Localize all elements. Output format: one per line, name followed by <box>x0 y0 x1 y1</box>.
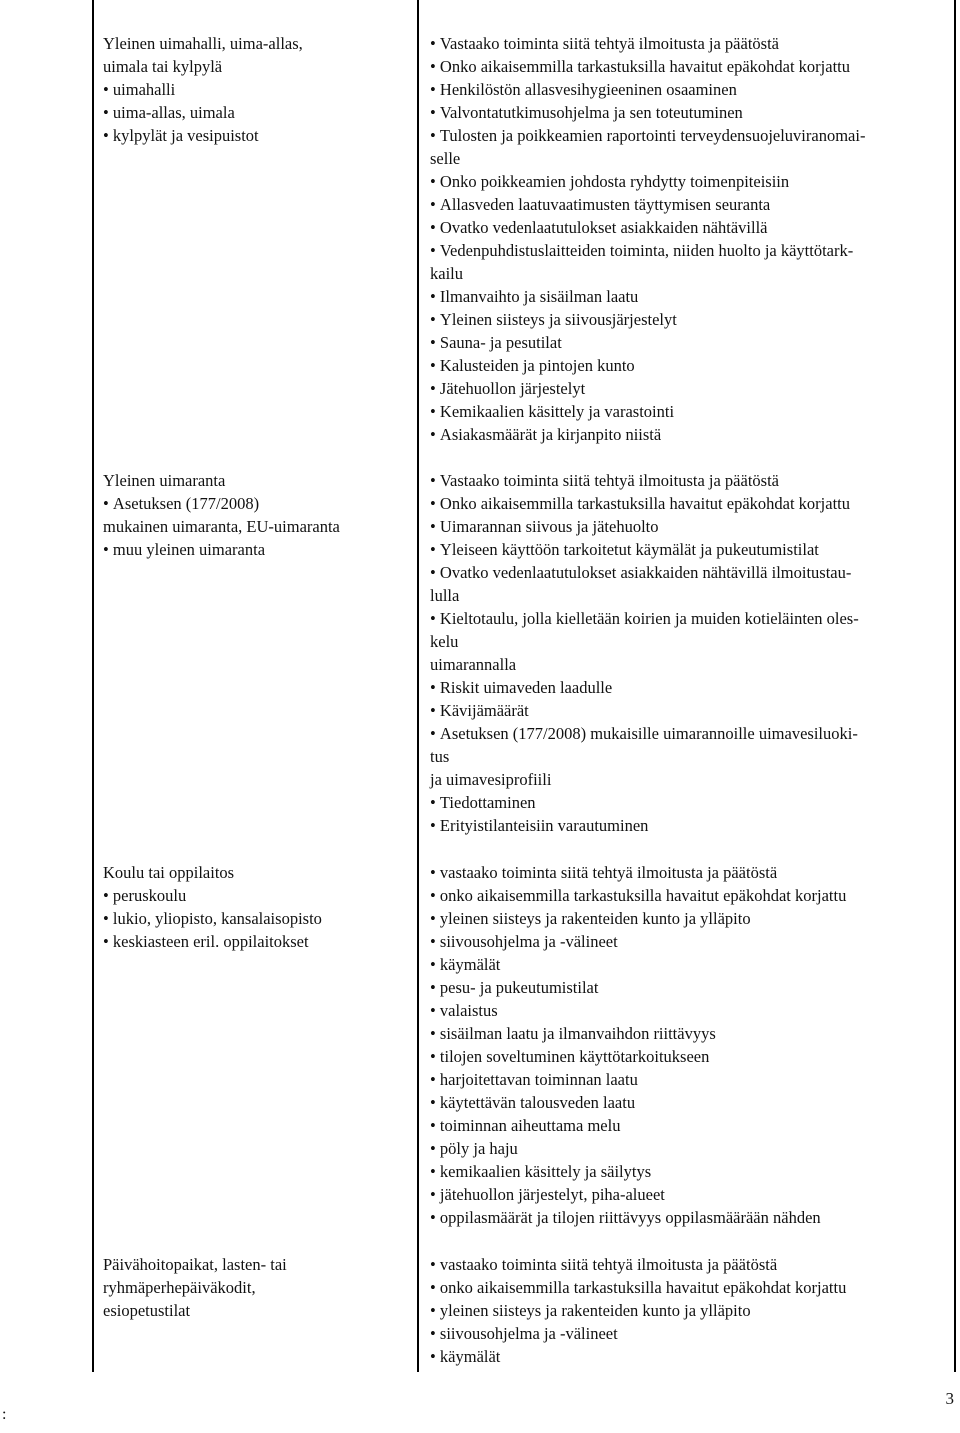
bullet-item: • onko aikaisemmilla tarkastuksilla havaitut epäkohdat korjattu <box>430 884 945 907</box>
bullet-item: • Kävijämäärät <box>430 699 945 722</box>
checklist-cell-swimming-hall <box>430 32 945 446</box>
bullet-item: • Kalusteiden ja pintojen kunto <box>430 354 945 377</box>
category-cell-swimming-hall <box>103 32 403 147</box>
bullet-item: • Erityistilanteisiin varautuminen <box>430 814 945 837</box>
text-line: lulla <box>430 586 460 605</box>
bullet-item: • Onko poikkeamien johdosta ryhdytty toimenpiteisiin <box>430 170 945 193</box>
bullet-item: • Yleiseen käyttöön tarkoitetut käymälät ja pukeutumistilat <box>430 538 945 561</box>
bullet-item: • Onko aikaisemmilla tarkastuksilla havaitut epäkohdat korjattu <box>430 492 945 515</box>
bullet-item: • siivousohjelma ja -välineet <box>430 930 945 953</box>
table-border-left <box>92 0 94 1372</box>
bullet-item: • Onko aikaisemmilla tarkastuksilla havaitut epäkohdat korjattu <box>430 55 945 78</box>
bullet-item: • kylpylät ja vesipuistot <box>103 124 403 147</box>
text-line: esiopetustilat <box>103 1301 191 1320</box>
bullet-item: • toiminnan aiheuttama melu <box>430 1114 945 1137</box>
bullet-item: • pöly ja haju <box>430 1137 945 1160</box>
bullet-item: • Asetuksen (177/2008) mukaisille uimarannoille uimavesiluoki- <box>430 722 945 745</box>
text-line: uimarannalla <box>430 655 517 674</box>
bullet-item: • pesu- ja pukeutumistilat <box>430 976 945 999</box>
bullet-item: • yleinen siisteys ja rakenteiden kunto ja ylläpito <box>430 1299 945 1322</box>
bullet-item: • Vastaako toiminta siitä tehtyä ilmoitusta ja päätöstä <box>430 469 945 492</box>
bullet-item: • kemikaalien käsittely ja säilytys <box>430 1160 945 1183</box>
bullet-item: • Kemikaalien käsittely ja varastointi <box>430 400 945 423</box>
bullet-item: • Asiakasmäärät ja kirjanpito niistä <box>430 423 945 446</box>
bullet-item: • yleinen siisteys ja rakenteiden kunto ja ylläpito <box>430 907 945 930</box>
text-line: Yleinen uimaranta <box>103 471 226 490</box>
bullet-item: • keskiasteen eril. oppilaitokset <box>103 930 403 953</box>
bullet-item: • Yleinen siisteys ja siivousjärjestelyt <box>430 308 945 331</box>
bullet-item: • Tiedottaminen <box>430 791 945 814</box>
text-line: Yleinen uimahalli, uima-allas, <box>103 34 303 53</box>
text-line: uimala tai kylpylä <box>103 57 223 76</box>
bullet-item: • käymälät <box>430 953 945 976</box>
bullet-item: • Valvontatutkimusohjelma ja sen toteutuminen <box>430 101 945 124</box>
bullet-item: • uima-allas, uimala <box>103 101 403 124</box>
category-cell-daycare <box>103 1253 403 1322</box>
text-line: Päivähoitopaikat, lasten- tai <box>103 1255 287 1274</box>
bullet-item: • muu yleinen uimaranta <box>103 538 403 561</box>
bullet-item: • Riskit uimaveden laadulle <box>430 676 945 699</box>
table-border-right <box>954 0 956 1372</box>
bullet-item: • vastaako toiminta siitä tehtyä ilmoitusta ja päätöstä <box>430 861 945 884</box>
checklist-cell-daycare <box>430 1253 945 1368</box>
page-number: 3 <box>945 1389 954 1408</box>
bullet-item: • jätehuollon järjestelyt, piha-alueet <box>430 1183 945 1206</box>
bullet-item: • Vastaako toiminta siitä tehtyä ilmoitusta ja päätöstä <box>430 32 945 55</box>
bullet-item: • Ilmanvaihto ja sisäilman laatu <box>430 285 945 308</box>
bullet-item: • sisäilman laatu ja ilmanvaihdon riittävyys <box>430 1022 945 1045</box>
bullet-item: • valaistus <box>430 999 945 1022</box>
bullet-item: • tilojen soveltuminen käyttötarkoitukseen <box>430 1045 945 1068</box>
bullet-item: • lukio, yliopisto, kansalaisopisto <box>103 907 403 930</box>
bullet-item: • oppilasmäärät ja tilojen riittävyys oppilasmäärään nähden <box>430 1206 945 1229</box>
bullet-item: • Allasveden laatuvaatimusten täyttymisen seuranta <box>430 193 945 216</box>
text-line: mukainen uimaranta, EU-uimaranta <box>103 517 340 536</box>
bullet-item: • vastaako toiminta siitä tehtyä ilmoitusta ja päätöstä <box>430 1253 945 1276</box>
text-line: ja uimavesiprofiili <box>430 770 552 789</box>
bullet-item: • käymälät <box>430 1345 945 1368</box>
text-line: tus <box>430 747 450 766</box>
checklist-cell-school <box>430 861 945 1229</box>
bullet-item: • siivousohjelma ja -välineet <box>430 1322 945 1345</box>
bullet-item: • Ovatko vedenlaatutulokset asiakkaiden nähtävillä ilmoitustau- <box>430 561 945 584</box>
table-column-divider <box>417 0 419 1372</box>
text-line: selle <box>430 149 461 168</box>
bullet-item: • Jätehuollon järjestelyt <box>430 377 945 400</box>
bullet-item: • Vedenpuhdistuslaitteiden toiminta, niiden huolto ja käyttötark- <box>430 239 945 262</box>
bullet-item: • käytettävän talousveden laatu <box>430 1091 945 1114</box>
checklist-cell-beach <box>430 469 945 837</box>
bullet-item: • Sauna- ja pesutilat <box>430 331 945 354</box>
text-line: kailu <box>430 264 463 283</box>
bullet-item: • peruskoulu <box>103 884 403 907</box>
bullet-item: • onko aikaisemmilla tarkastuksilla havaitut epäkohdat korjattu <box>430 1276 945 1299</box>
category-cell-school <box>103 861 403 953</box>
bullet-item: • Ovatko vedenlaatutulokset asiakkaiden nähtävillä <box>430 216 945 239</box>
bullet-item: • Asetuksen (177/2008) <box>103 492 403 515</box>
bullet-item: • Uimarannan siivous ja jätehuolto <box>430 515 945 538</box>
bullet-item: • Kieltotaulu, jolla kielletään koirien ja muiden kotieläinten oles- <box>430 607 945 630</box>
bullet-item: • Henkilöstön allasvesihygieeninen osaaminen <box>430 78 945 101</box>
text-line: ryhmäperhepäiväkodit, <box>103 1278 256 1297</box>
footer-mark: : <box>2 1406 7 1423</box>
bullet-item: • uimahalli <box>103 78 403 101</box>
bullet-item: • harjoitettavan toiminnan laatu <box>430 1068 945 1091</box>
category-cell-beach <box>103 469 403 561</box>
bullet-item: • Tulosten ja poikkeamien raportointi terveydensuojeluviranomai- <box>430 124 945 147</box>
text-line: Koulu tai oppilaitos <box>103 863 235 882</box>
text-line: kelu <box>430 632 459 651</box>
